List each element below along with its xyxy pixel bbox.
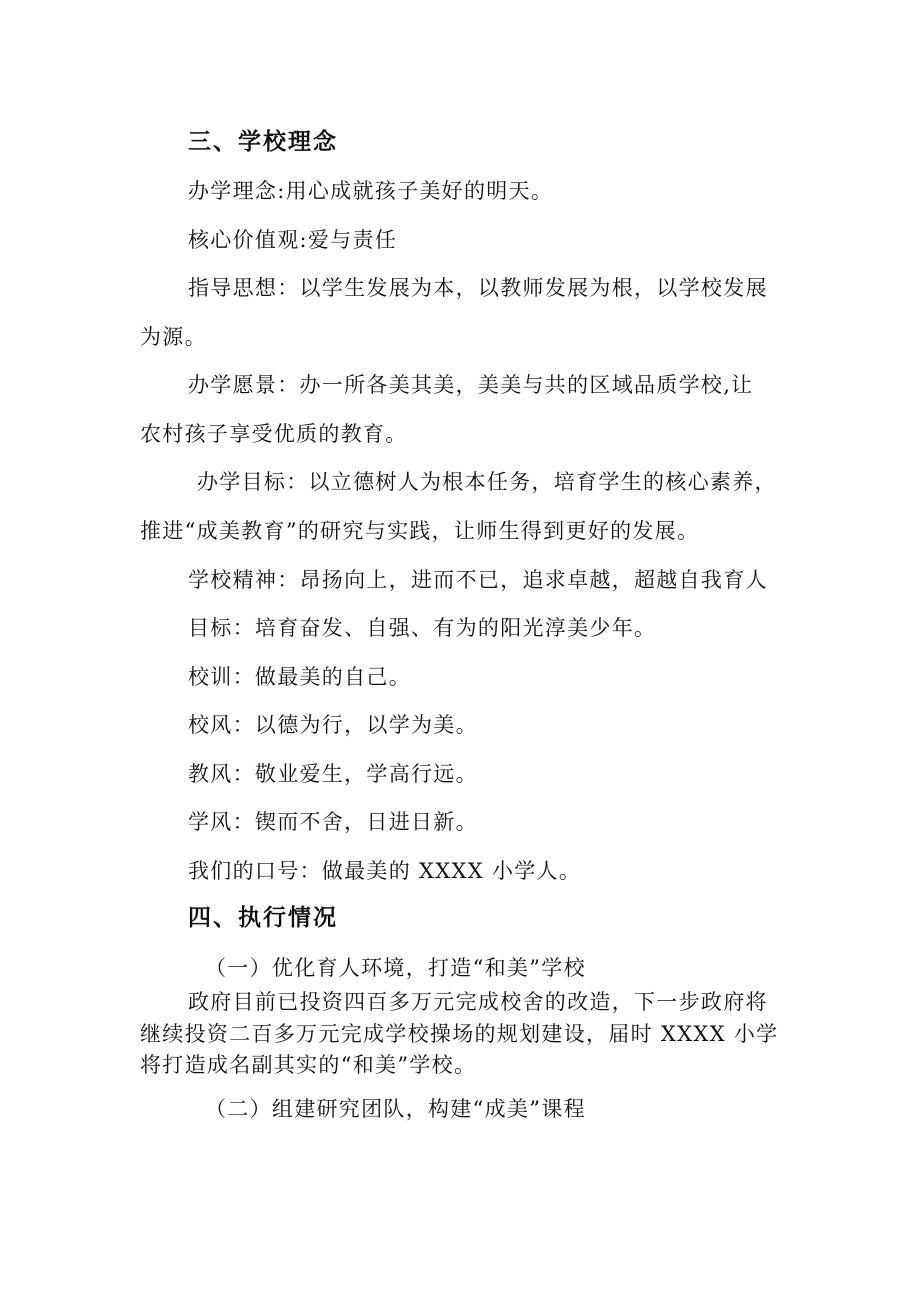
subsection-1-title: （一）优化育人环境，打造“和美”学校 [205,956,586,980]
guiding-thought-line-1: 指导思想：以学生发展为本，以教师发展为根，以学校发展 [188,276,768,300]
school-motto-text: 校训：做最美的自己。 [188,665,411,689]
school-slogan-text: 我们的口号：做最美的 XXXX 小学人。 [188,859,582,883]
vision-line-1: 办学愿景：办一所各美其美，美美与共的区域品质学校,让 [188,373,754,397]
section-heading-school-philosophy: 三、学校理念 [188,129,338,155]
school-goal-line-1: 办学目标：以立德树人为根本任务，培育学生的核心素养， [197,470,777,494]
subsection-1-line-3: 将打造成名副其实的“和美”学校。 [140,1053,477,1077]
school-goal-line-2: 推进“成美教育”的研究与实践，让师生得到更好的发展。 [140,519,700,543]
subsection-2-title: （二）组建研究团队，构建“成美”课程 [205,1097,586,1121]
education-target-text: 目标：培育奋发、自强、有为的阳光淳美少年。 [188,616,657,640]
section-heading-execution: 四、执行情况 [188,905,338,931]
school-spirit-text: 学校精神：昂扬向上，进而不已，追求卓越，超越自我育人 [188,568,768,592]
school-style-text: 校风：以德为行，以学为美。 [188,713,478,737]
school-philosophy-text: 办学理念:用心成就孩子美好的明天。 [188,179,554,203]
core-values-text: 核心价值观:爱与责任 [188,228,398,252]
subsection-1-line-1: 政府目前已投资四百多万元完成校舍的改造，下一步政府将 [188,990,768,1014]
study-style-text: 学风：锲而不舍，日进日新。 [188,810,478,834]
vision-line-2: 农村孩子享受优质的教育。 [140,422,408,446]
guiding-thought-line-2: 为源。 [140,325,207,349]
subsection-1-line-2: 继续投资二百多万元完成学校操场的规划建设，届时 XXXX 小学 [140,1022,779,1046]
teaching-style-text: 教风：敬业爱生，学高行远。 [188,762,478,786]
